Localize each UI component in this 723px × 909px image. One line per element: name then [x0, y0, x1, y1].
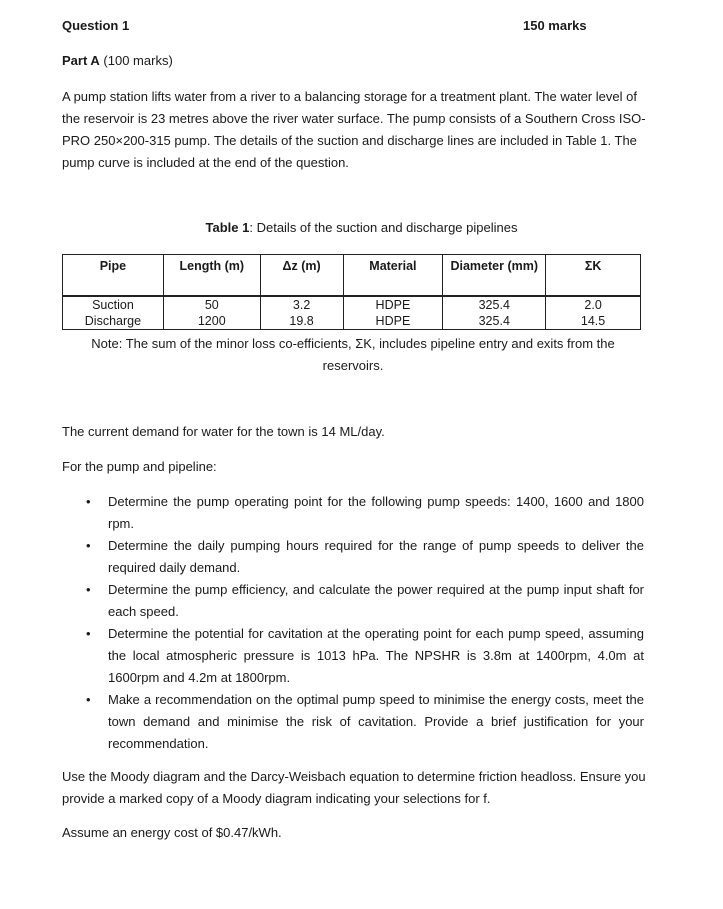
header-pipe: Pipe: [63, 255, 164, 297]
header-length: Length (m): [163, 255, 260, 297]
list-item: [62, 579, 644, 623]
task-text: Make a recommendation on the optimal pump speed to minimise the energy costs, meet the town demand and minimise the risk of cavitation. Provide a brief justification for your recommendation.: [108, 692, 644, 751]
cell-material: HDPE: [343, 313, 443, 330]
table-caption-text: : Details of the suction and discharge pipelines: [249, 220, 518, 235]
list-item: [62, 491, 644, 535]
task-intro: For the pump and pipeline:: [62, 459, 217, 474]
moody-instruction: Use the Moody diagram and the Darcy-Weisbach equation to determine friction headloss. Ensure you provide a marked copy of a Moody diagram indicating your selections for f.: [62, 769, 646, 806]
cell-material: HDPE: [343, 296, 443, 313]
table-caption-label: Table 1: [205, 220, 250, 235]
list-item: [62, 623, 644, 689]
list-item: [62, 535, 644, 579]
table-note: Note: The sum of the minor loss co-efficients, ΣK, includes pipeline entry and exits from the reservoirs.: [91, 336, 615, 373]
cell-dz: 3.2: [260, 296, 343, 313]
cell-sum-k: 2.0: [546, 296, 641, 313]
cell-length: 1200: [163, 313, 260, 330]
energy-cost: Assume an energy cost of $0.47/kWh.: [62, 825, 282, 840]
task-text: Determine the daily pumping hours required for the range of pump speeds to deliver the required daily demand.: [108, 538, 644, 575]
header-sum-k: ΣK: [546, 255, 641, 297]
intro-paragraph: A pump station lifts water from a river to a balancing storage for a treatment plant. The water level of the reservoir is 23 metres above the river water surface. The pump consists of a Southern Cross ISO-PRO 250×200-315 pump. The details of the suction and discharge lines are included in Table 1. The pump curve is included at the end of the question.: [62, 89, 646, 170]
task-text: Determine the pump efficiency, and calculate the power required at the pump input shaft for each speed.: [108, 582, 644, 619]
part-label: Part A: [62, 53, 100, 68]
table-caption: [0, 220, 723, 235]
pipeline-table: [62, 254, 641, 330]
list-item: [62, 689, 644, 755]
table-header-row: [63, 255, 641, 297]
header-diameter: Diameter (mm): [443, 255, 546, 297]
question-title: Question 1: [62, 18, 130, 33]
task-text: Determine the pump operating point for the following pump speeds: 1400, 1600 and 1800 rpm.: [108, 494, 644, 531]
header-material: Material: [343, 255, 443, 297]
task-list: [62, 491, 644, 755]
cell-length: 50: [163, 296, 260, 313]
cell-diameter: 325.4: [443, 296, 546, 313]
table-row: [63, 313, 641, 330]
cell-dz: 19.8: [260, 313, 343, 330]
bullet-icon: •: [86, 626, 91, 641]
cell-pipe: Discharge: [63, 313, 164, 330]
bullet-icon: •: [86, 692, 91, 707]
part-heading: [62, 53, 173, 68]
cell-pipe: Suction: [63, 296, 164, 313]
task-text: Determine the potential for cavitation at the operating point for each pump speed, assuming the local atmospheric pressure is 1013 hPa. The NPSHR is 3.8m at 1400rpm, 4.0m at 1600rpm and 4.2m at 1800rpm.: [108, 626, 644, 685]
cell-diameter: 325.4: [443, 313, 546, 330]
cell-sum-k: 14.5: [546, 313, 641, 330]
demand-statement: The current demand for water for the town is 14 ML/day.: [62, 424, 385, 439]
bullet-icon: •: [86, 538, 91, 553]
bullet-icon: •: [86, 494, 91, 509]
header-dz: Δz (m): [260, 255, 343, 297]
question-marks: 150 marks: [523, 18, 587, 33]
table-row: [63, 296, 641, 313]
bullet-icon: •: [86, 582, 91, 597]
part-marks: (100 marks): [99, 53, 173, 68]
